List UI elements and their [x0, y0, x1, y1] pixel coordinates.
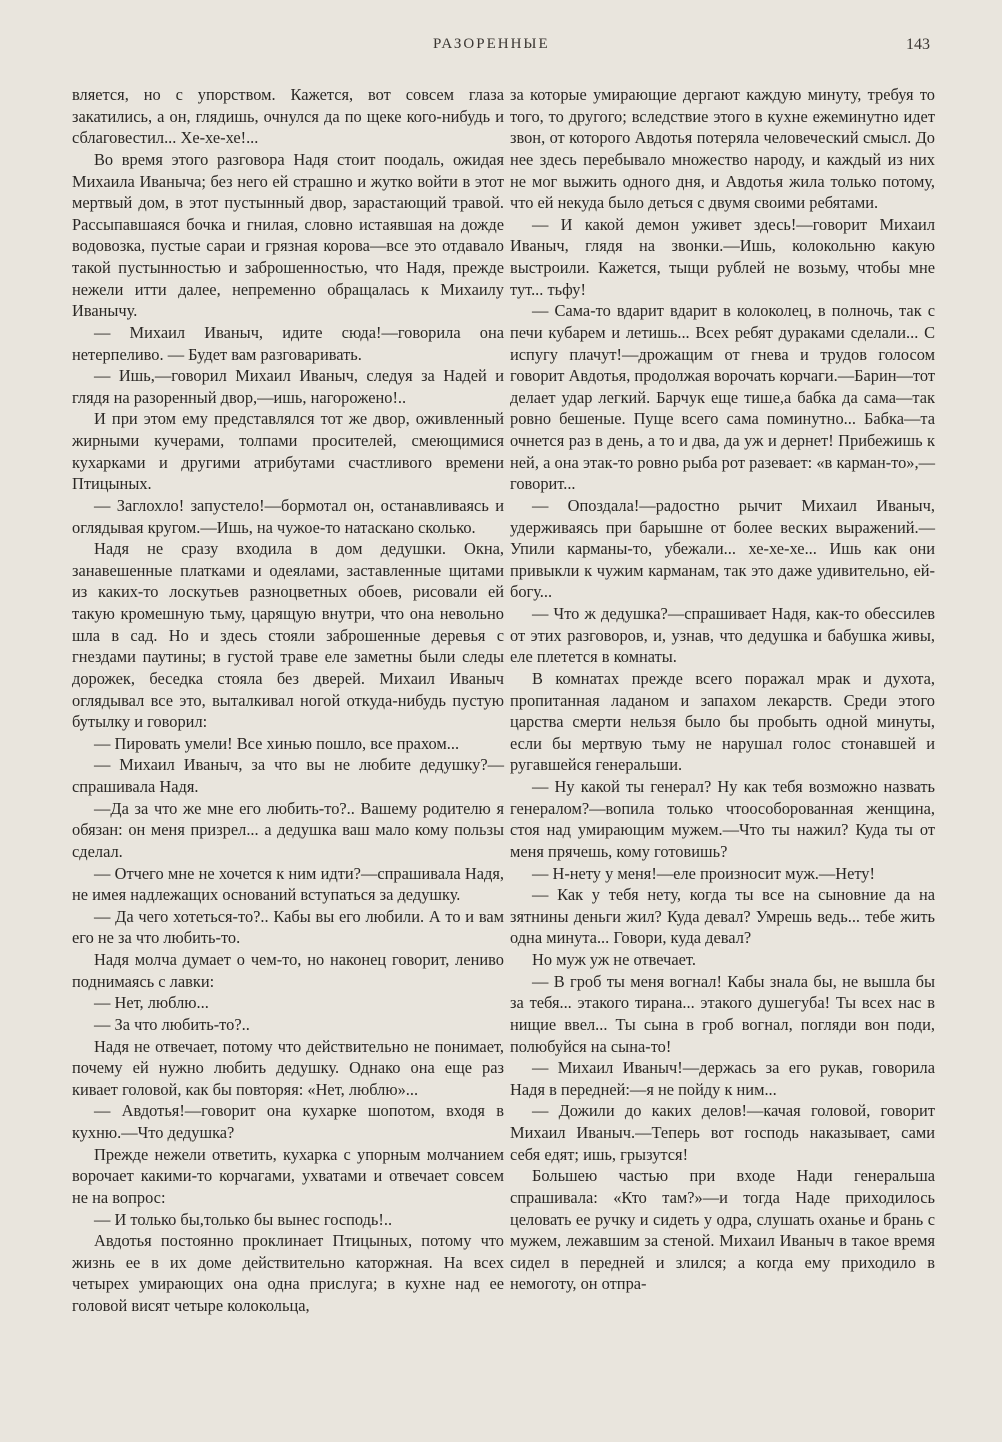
paragraph: вляется, но с упорством. Кажется, вот совсем глаза закатились, а он, глядишь, очнулся да по щеке кого-нибудь и сблаговестил... Хе-хе-хе!... [72, 85, 504, 148]
paragraph: —Да за что же мне его любить-то?.. Вашему родителю я обязан: он меня призрел... а дедушка ваш мало кому пользы сделал. [72, 798, 504, 861]
page-number: 143 [906, 36, 930, 53]
paragraph: — Михаил Иваныч, за что вы не любите дедушку?—спрашивала Надя. [72, 755, 504, 796]
paragraph: — Михаил Иваныч!—держась за его рукав, говорила Надя в передней:—я не пойду к ним... [510, 1058, 935, 1099]
text-column-right [510, 84, 935, 1295]
paragraph: — Сама-то вдарит вдарит в колоколец, в полночь, так с печи кубарем и летишь... Всех ребят дураками сделали... С испугу плачут!—дрожащим от гнева и трудов голосом говорит Авдотья, продолжая ворочать корчаги.—Барин—тот делает удар легкий. Барчук еще тише,а бабка да сама—так ровно бешеные. Пуще всего сама поминутно... Бабка—та очнется раз в день, а то и два, да уж и дернет! Прибежишь к ней, а она этак-то ровно рыба рот разевает: «в карман-то»,—говорит... [510, 301, 935, 494]
paragraph: В комнатах прежде всего поражал мрак и духота, пропитанная ладаном и запахом лекарств. Среди этого царства смерти нельзя было бы пробыть одной минуты, если бы мертвую тьму не нарушал голос стонавшей и ругавшейся генеральши. [510, 668, 935, 775]
paragraph: Надя не сразу входила в дом дедушки. Окна, занавешенные платками и одеялами, заставленные щитами из каких-то лоскутьев разноцветных обоев, рисовали ей такую кромешную тьму, царящую внутри, что она невольно шла в сад. Но и здесь стояли заброшенные деревья с гнездами паутины; в густой траве еле заметны были следы дорожек, беседка стояла без дверей. Михаил Иваныч оглядывал все это, выталкивал ногой откуда-нибудь пустую бутылку и говорил: [72, 539, 504, 732]
paragraph: — Михаил Иваныч, идите сюда!—говорила она нетерпеливо. — Будет вам разговаривать. [72, 322, 504, 364]
paragraph: — Что ж дедушка?—спрашивает Надя, как-то обессилев от этих разговоров, и, узнав, что дедушка и бабушка живы, еле плетется в комнаты. [510, 604, 935, 667]
running-title: РАЗОРЕННЫЕ [433, 36, 550, 52]
paragraph: — Дожили до каких делов!—качая головой, говорит Михаил Иваныч.—Теперь вот господь наказывает, сами себя едят; ишь, грызутся! [510, 1101, 935, 1164]
paragraph: — В гроб ты меня вогнал! Кабы знала бы, не вышла бы за тебя... этакого тирана... этакого душегуба! Ты всех нас в нищие ввел... Ты сына в гроб вогнал, погляди вон поди, полюбуйся на сына-то! [510, 971, 935, 1056]
paragraph: — И какой демон уживет здесь!—говорит Михаил Иваныч, глядя на звонки.—Ишь, колокольню какую выстроили. Кажется, тыщи рублей не возьму, чтобы мне тут... тьфу! [510, 214, 935, 299]
paragraph: — Как у тебя нету, когда ты все на сыновние да на зятнины деньги жил? Куда девал? Умрешь ведь... тебе жить одна минута... Говори, куда девал? [510, 885, 935, 948]
paragraph: — И только бы,только бы вынес господь!.. [94, 1209, 393, 1229]
paragraph: — Нет, люблю... [94, 993, 209, 1013]
paragraph: — Да чего хотеться-то?.. Кабы вы его любили. А то и вам его не за что любить-то. [72, 906, 504, 948]
paragraph: — Отчего мне не хочется к ним идти?—спрашивала Надя, не имея надлежащих оснований вступаться за дедушку. [72, 863, 504, 905]
text-column-left [72, 84, 504, 1317]
page-header [0, 36, 1002, 64]
paragraph: Авдотья постоянно проклинает Птицыных, потому что жизнь ее в их доме действительно каторжная. На всех четырех умирающих она одна прислуга; в кухне над ее головой висят четыре колокольца, [72, 1231, 504, 1315]
paragraph: Во время этого разговора Надя стоит поодаль, ожидая Михаила Иваныча; без него ей страшно и жутко войти в этот мертвый дом, в этот пустынный двор, зарастающий травой. Рассыпавшаяся бочка и гнилая, словно истаявшая на дожде водовозка, пустые сараи и грязная корова—все это отдавало такой пустынностью и заброшенностью, что Надя, прежде нежели итти далее, непременно обращалась к Михаилу Иванычу. [72, 149, 504, 321]
paragraph: — Опоздала!—радостно рычит Михаил Иваныч, удерживаясь при барышне от более веских выражений.—Упили карманы-то, убежали... хе-хе-хе... Ишь как они привыкли к чужим карманам, так это даже удивительно, ей-богу... [510, 495, 935, 602]
paragraph: — Ну какой ты генерал? Ну как тебя возможно назвать генералом?—вопила только чтоособорованная женщина, стоя над умирающим мужем.—Что ты нажил? Куда ты от меня прячешь, кому готовишь? [510, 777, 935, 861]
paragraph: — Н-нету у меня!—еле произносит муж.—Нету! [532, 863, 875, 883]
paragraph: Но муж уж не отвечает. [532, 950, 696, 969]
paragraph: за которые умирающие дергают каждую минуту, требуя то того, то другого; вследствие этого в кухне ежеминутно идет звон, от которого Авдотья потеряла человеческий смысл. До нее здесь перебывало множество народу, и каждый из них не мог выжить одного дня, и Авдотья жила только потому, что ей некуда было деться с двумя своими ребятами. [510, 85, 935, 213]
paragraph: Надя не отвечает, потому что действительно не понимает, почему ей нужно любить дедушку. Однако она еще раз кивает головой, как бы повторяя: «Нет, люблю»... [72, 1036, 504, 1099]
paragraph: Надя молча думает о чем-то, но наконец говорит, лениво поднимаясь с лавки: [72, 950, 504, 991]
paragraph: И при этом ему представлялся тот же двор, оживленный жирными кучерами, толпами просителей, смеющимися кухарками и другими атрибутами счастливого времени Птицыных. [72, 409, 504, 494]
paragraph: — Заглохло! запустело!—бормотал он, останавливаясь и оглядывая кругом.—Ишь, на чужое-то натаскано сколько. [72, 495, 504, 537]
paragraph: Прежде нежели ответить, кухарка с упорным молчанием ворочает какими-то корчагами, ухватами и отвечает совсем не на вопрос: [72, 1144, 504, 1207]
paragraph: — За что любить-то?.. [94, 1014, 250, 1034]
paragraph: — Ишь,—говорил Михаил Иваныч, следуя за Надей и глядя на разоренный двор,—ишь, нагорожено!.. [72, 366, 504, 407]
paragraph: — Пировать умели! Все хинью пошло, все прахом... [94, 733, 460, 753]
paragraph: — Авдотья!—говорит она кухарке шопотом, входя в кухню.—Что дедушка? [72, 1101, 504, 1142]
paragraph: Большею частью при входе Нади генеральша спрашивала: «Кто там?»—и тогда Наде приходилось целовать ее ручку и сидеть у одра, слушать оханье и брань с мужем, лежавшим за стеной. Михаил Иваныч в такое время сидел в передней и злился; а когда ему приходило в немоготу, он отпра- [510, 1166, 935, 1294]
